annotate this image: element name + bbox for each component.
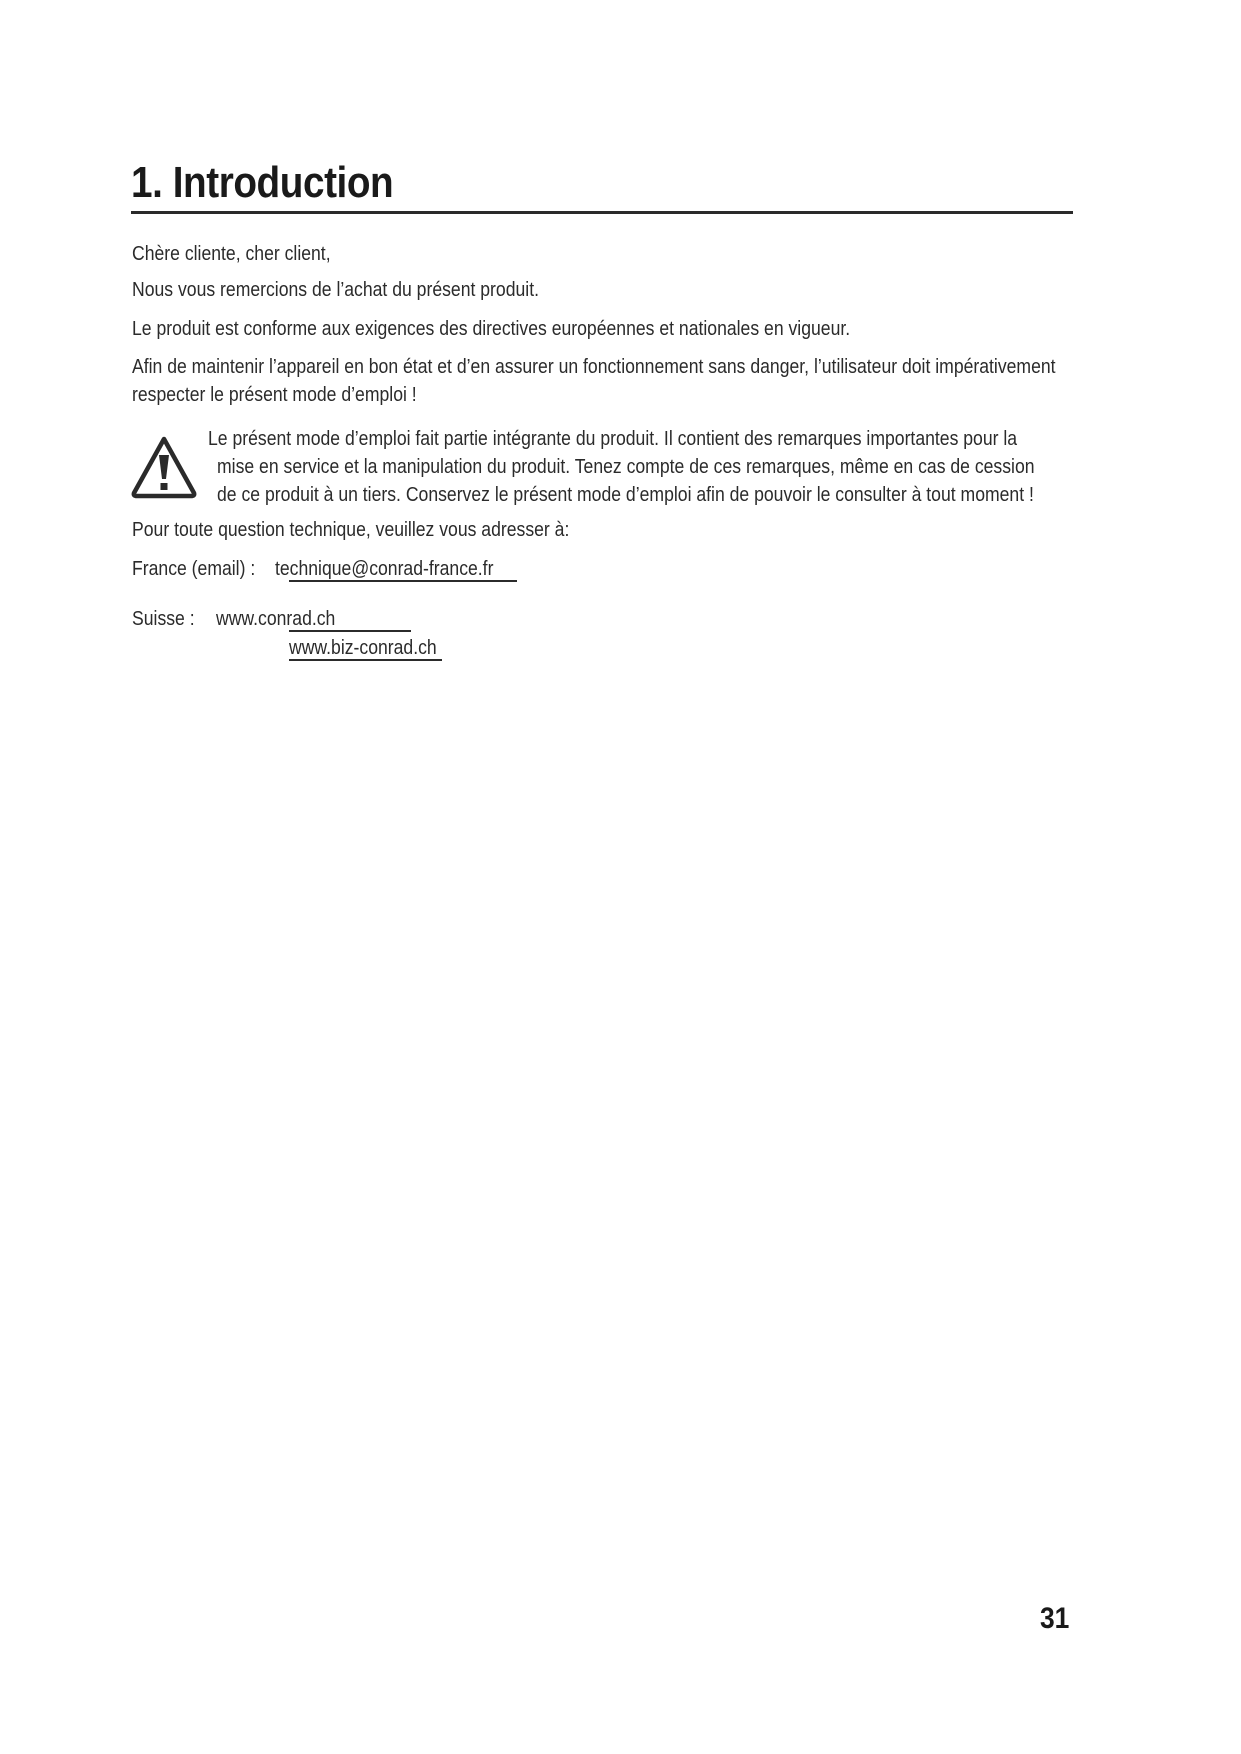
warning-text-line1: Le présent mode d’emploi fait partie intégrante du produit. Il contient des remarques importantes pour la xyxy=(208,428,1018,450)
suisse-web-link-1[interactable]: www.conrad.ch xyxy=(216,608,336,630)
suisse-label: Suisse : xyxy=(132,608,195,630)
suisse-web-underline-2 xyxy=(289,659,442,661)
warning-text-line2: mise en service et la manipulation du produit. Tenez compte de ces remarques, même en cas de cession xyxy=(217,456,1035,478)
france-email-underline xyxy=(289,580,517,582)
thanks-text: Nous vous remercions de l’achat du présent produit. xyxy=(132,279,539,301)
title-divider xyxy=(131,211,1073,214)
contact-intro: Pour toute question technique, veuillez vous adresser à: xyxy=(132,519,570,541)
suisse-web-link-2[interactable]: www.biz-conrad.ch xyxy=(289,637,437,659)
conformity-text: Le produit est conforme aux exigences des directives européennes et nationales en vigueur. xyxy=(132,318,851,340)
france-email-link[interactable]: technique@conrad-france.fr xyxy=(275,558,494,580)
page-title: 1. Introduction xyxy=(131,158,394,207)
maintain-text-line2: respecter le présent mode d’emploi ! xyxy=(132,384,417,406)
greeting-text: Chère cliente, cher client, xyxy=(132,243,331,265)
page-number: 31 xyxy=(1040,1602,1070,1635)
france-label: France (email) : xyxy=(132,558,256,580)
warning-text-line3: de ce produit à un tiers. Conservez le présent mode d’emploi afin de pouvoir le consulter à tout moment ! xyxy=(217,484,1034,506)
suisse-web-underline-1 xyxy=(289,630,411,632)
warning-triangle-icon xyxy=(130,435,198,499)
maintain-text-line1: Afin de maintenir l’appareil en bon état et d’en assurer un fonctionnement sans danger, l’utilisateur doit impérativement xyxy=(132,356,1056,378)
